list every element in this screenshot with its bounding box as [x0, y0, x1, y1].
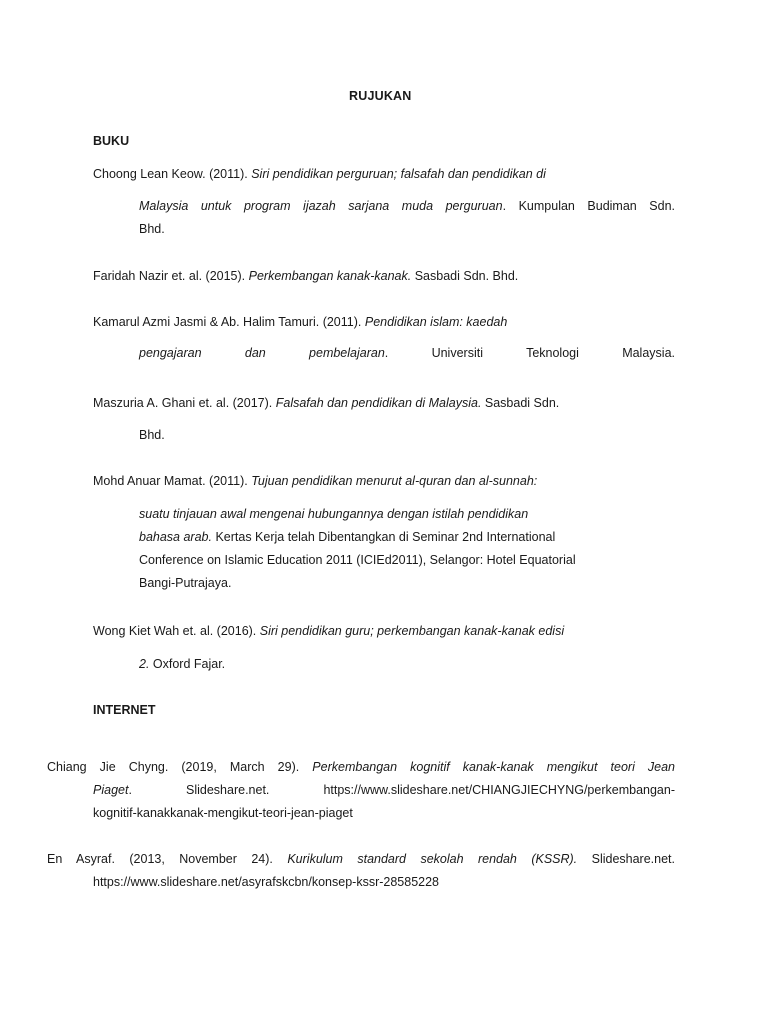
reference-buku-5-line4: Conference on Islamic Education 2011 (ICIEd2011), Selangor: Hotel Equatorial [139, 553, 576, 567]
reference-buku-6-line2 [139, 656, 225, 672]
ref-title: pengajaran dan pembelajaran [139, 346, 385, 360]
ref-title: suatu tinjauan awal mengenai hubungannya dengan istilah pendidikan [139, 507, 529, 521]
ref-title: Piaget [93, 783, 129, 797]
ref-author: Wong Kiet Wah et. al. (2016). [93, 624, 260, 638]
ref-title: Perkembangan kognitif kanak-kanak mengikut teori Jean [312, 760, 676, 774]
reference-buku-4-line1 [93, 395, 559, 411]
ref-title: Kurikulum standard sekolah rendah (KSSR). [287, 852, 578, 866]
reference-buku-5-line3 [139, 529, 555, 545]
ref-publisher: Slideshare.net. [577, 852, 675, 866]
ref-author: En Asyraf. (2013, November 24). [47, 852, 288, 866]
ref-title: Siri pendidikan guru; perkembangan kanak-kanak edisi [259, 624, 565, 638]
ref-author: Kamarul Azmi Jasmi & Ab. Halim Tamuri. (2011). [93, 315, 365, 329]
reference-internet-1-line1 [47, 759, 675, 775]
reference-buku-3-line2 [139, 345, 675, 361]
ref-author: Chiang Jie Chyng. (2019, March 29). [47, 760, 313, 774]
ref-title: Perkembangan kanak-kanak. [248, 269, 412, 283]
ref-author: Faridah Nazir et. al. (2015). [93, 269, 249, 283]
section-heading-internet: INTERNET [93, 703, 156, 717]
reference-buku-2-line1 [93, 268, 518, 284]
reference-internet-2-line2: https://www.slideshare.net/asyrafskcbn/konsep-kssr-28585228 [93, 875, 440, 889]
ref-title: Tujuan pendidikan menurut al-quran dan al-sunnah: [251, 474, 538, 488]
reference-buku-6-line1 [93, 623, 564, 639]
ref-title: Pendidikan islam: kaedah [364, 315, 508, 329]
reference-buku-1-line3: Bhd. [139, 222, 165, 236]
ref-publisher: Sasbadi Sdn. Bhd. [411, 269, 519, 283]
reference-buku-5-line2 [139, 506, 528, 522]
page-title: RUJUKAN [349, 89, 412, 103]
ref-title: Malaysia untuk program ijazah sarjana muda perguruan [139, 199, 503, 213]
reference-buku-4-line2: Bhd. [139, 428, 165, 442]
ref-publisher: . Kumpulan Budiman Sdn. [502, 199, 675, 213]
reference-buku-5-line5: Bangi-Putrajaya. [139, 576, 232, 590]
reference-buku-1-line1 [93, 166, 546, 182]
ref-publisher: Oxford Fajar. [149, 657, 226, 671]
reference-buku-3-line1 [93, 314, 507, 330]
ref-title: 2. [139, 657, 150, 671]
ref-title: bahasa arab. [139, 530, 212, 544]
section-heading-buku: BUKU [93, 134, 130, 148]
ref-publisher: Sasbadi Sdn. [481, 396, 560, 410]
ref-author: Choong Lean Keow. (2011). [93, 167, 252, 181]
reference-buku-1-line2 [139, 198, 675, 214]
ref-title: Falsafah dan pendidikan di Malaysia. [275, 396, 482, 410]
ref-publisher: . Universiti Teknologi Malaysia. [384, 346, 675, 360]
reference-buku-5-line1 [93, 473, 537, 489]
reference-internet-1-line3: kognitif-kanakkanak-mengikut-teori-jean-piaget [93, 806, 353, 820]
reference-internet-1-line2 [93, 782, 675, 798]
ref-url: . Slideshare.net. https://www.slideshare.net/CHIANGJIECHYNG/perkembangan- [128, 783, 675, 797]
ref-publisher: Kertas Kerja telah Dibentangkan di Seminar 2nd International [211, 530, 556, 544]
ref-title: Siri pendidikan perguruan; falsafah dan pendidikan di [251, 167, 546, 181]
ref-author: Maszuria A. Ghani et. al. (2017). [93, 396, 276, 410]
ref-author: Mohd Anuar Mamat. (2011). [93, 474, 252, 488]
reference-internet-2-line1 [47, 851, 675, 867]
